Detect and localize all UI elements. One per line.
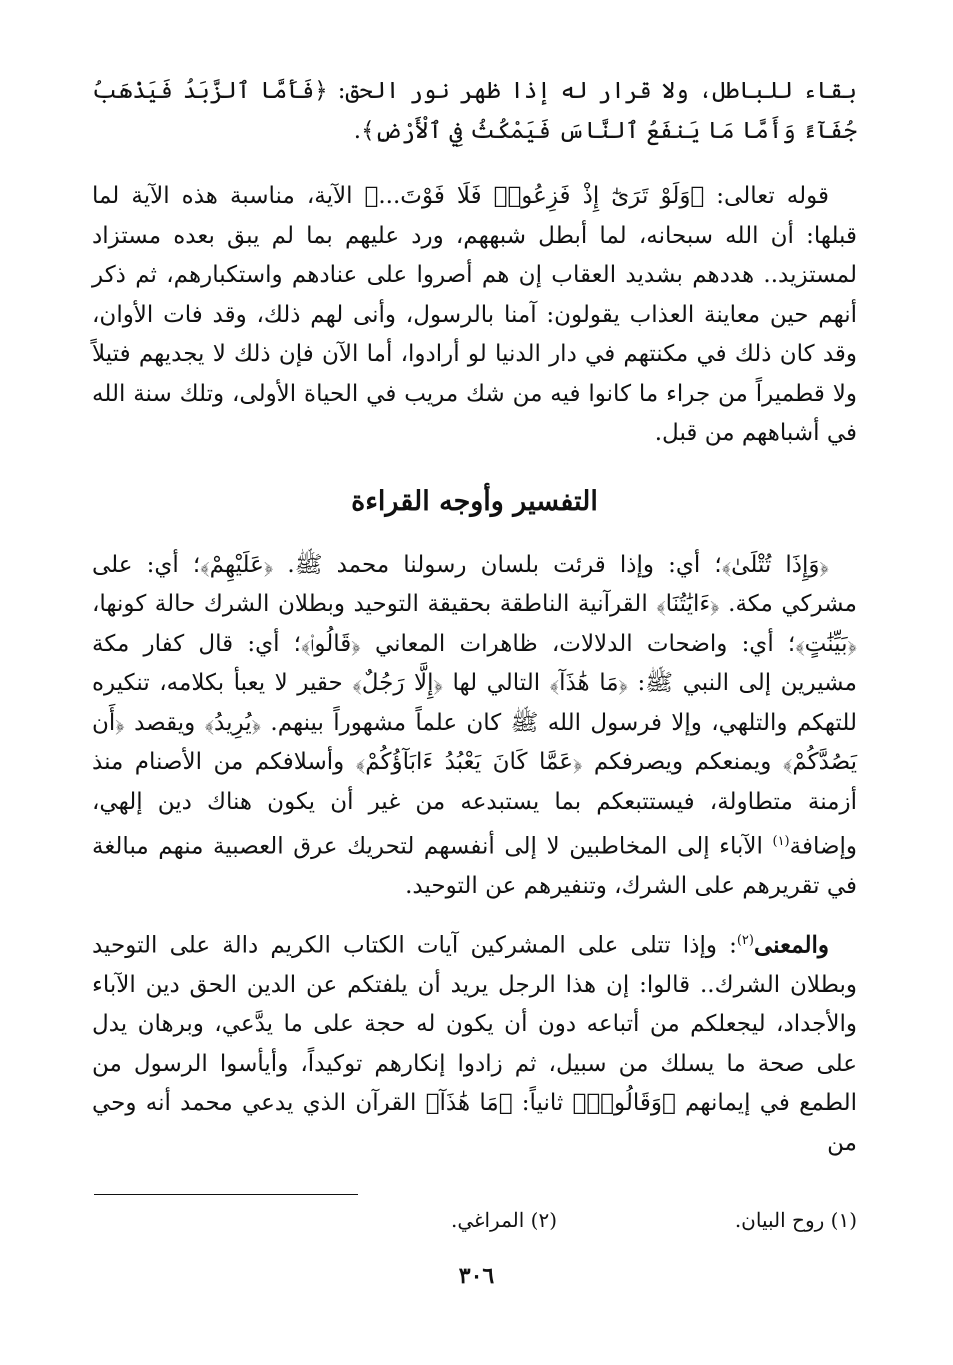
footnote-1: (١) روح البيان. xyxy=(734,1208,857,1232)
footnote-ref-2: (٢) xyxy=(736,932,754,948)
paragraph-verse-context xyxy=(92,177,857,454)
meaning-lead: والمعنى xyxy=(753,931,829,959)
paragraph-tafsir-text: ﴿وَإِذَا تُتْلَىٰ﴾؛ أي: وإذا قرئت بلسان رسولنا محمد ﷺ. ﴿عَلَيْهِمْ﴾؛ أي: على مشركي مكة. ﴿ءَايَٰتُنَا﴾ القرآنية الناطقة بحقيقة التوحيد وبطلان الشرك حالة كونها، ﴿بَيِّنَٰتٍ﴾؛ أي: واضحات الدلالات، ظاهرات المعاني ﴿قَالُوا۟﴾؛ أي: قال كفار مكة مشيرين إلى النبي ﷺ: ﴿مَا هَٰذَآ﴾ التالي لها ﴿إِلَّا رَجُلٌ﴾ حقير لا يعبأ بكلامه، تنكيره للتهكم والتلهي، وإلا فرسول الله ﷺ كان علماً مشهوراً بينهم. ﴿يُرِيدُ﴾ ويقصد ﴿أَن يَصُدَّكُمْ﴾ ويمنعكم ويصرفكم ﴿عَمَّا كَانَ يَعْبُدُ ءَابَآؤُكُمْ﴾ وأسلافكم من الأصنام منذ أزمنة متطاولة، فيستتبعكم بما يستبدعه من غير أن يكون هناك دين إلهي، وإضافة xyxy=(92,551,857,860)
paragraph-intro-text: بقاء للباطل، ولا قرار له إذا ظهر نور الحق: ﴿فَأَمَّا ٱلزَّبَدُ فَيَذْهَبُ جُفَآءً وَأَمَّا مَا يَنفَعُ ٱلنَّاسَ فَيَمْكُثُ فِي ٱلْأَرْضِ﴾. xyxy=(92,78,857,144)
section-heading: التفسير وأوجه القراءة xyxy=(351,485,598,517)
footnote-divider xyxy=(94,1194,358,1195)
paragraph-meaning-text: : وإذا تتلى على المشركين آيات الكتاب الكريم دالة على التوحيد وبطلان الشرك.. قالوا: إن هذا الرجل يريد أن يلفتكم عن الدين الحق دين الآباء والأجداد، ليجعلكم من أتباعه دون أن يكون له حجة على ما يدَّعي، وبرهان يدل على صحة ما يسلك من سبيل، ثم زادوا إنكارهم توكيداً، وأيأسوا الرسول من الطمع في إيمانهم ﴿وَقَالُوا۟﴾ ثانياً: ﴿مَا هَٰذَآ﴾ القرآن الذي يدعي محمد أنه وحي من xyxy=(92,932,857,1156)
footnote-2: (٢) المراغي. xyxy=(450,1208,557,1232)
page-number: ٣٠٦ xyxy=(458,1263,495,1289)
footnotes xyxy=(97,1208,857,1244)
paragraph-tafsir-rest: الآباء إلى المخاطبين لا إلى أنفسهم لتحريك عرق العصبية منهم مبالغة في تقريرهم على الشرك، وتنفيرهم عن التوحيد. xyxy=(92,833,857,900)
paragraph-tafsir xyxy=(92,546,857,907)
paragraph-meaning xyxy=(92,921,857,1164)
footnote-ref-1: (١) xyxy=(772,834,790,849)
paragraph-intro xyxy=(92,72,857,151)
paragraph-verse-context-text: قوله تعالى: ﴿وَلَوْ تَرَىٰٓ إِذْ فَزِعُوا۟ فَلَا فَوْتَ...﴾ الآية، مناسبة هذه الآية لما قبلها: أن الله سبحانه، لما أبطل شبههم، ورد عليهم بما لم يبق بعده مستزاد لمستزيد.. هددهم بشديد العقاب إن هم أصروا على عنادهم واستكبارهم، ثم ذكر أنهم حين معاينة العذاب يقولون: آمنا بالرسول، وأنى لهم ذلك، وقد فات الأوان، وقد كان ذلك في مكنتهم في دار الدنيا لو أرادوا، أما الآن فإن ذلك لا يجديهم فتيلاً ولا قطميراً من جراء ما كانوا فيه من شك مريب في الحياة الأولى، وتلك سنة الله في أشباههم من قبل. xyxy=(92,183,857,446)
